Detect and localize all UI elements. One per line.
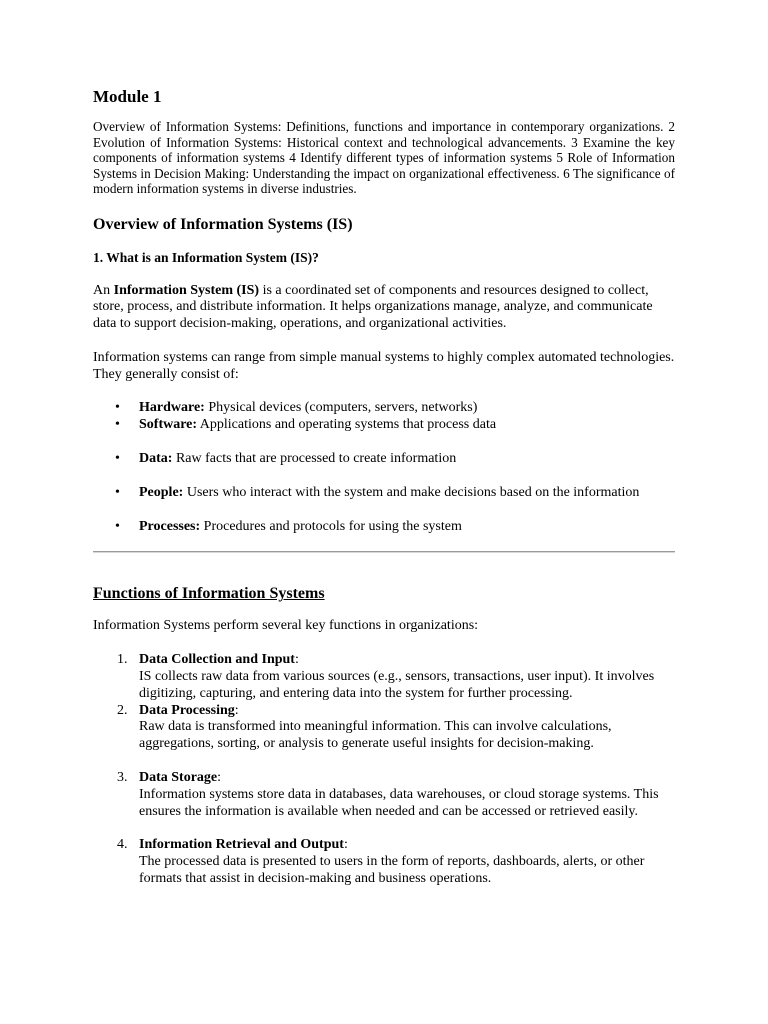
functions-intro: Information Systems perform several key functions in organizations: (93, 618, 479, 634)
function-desc: IS collects raw data from various sources (e.g., sensors, transactions, user input). It involves digitizing, capturing, and entering data into the system for further processing. (139, 669, 655, 701)
component-desc: Physical devices (computers, servers, networks) (204, 400, 478, 416)
bullet-icon: • (115, 484, 120, 500)
bullet-icon: • (115, 518, 120, 534)
component-term: People: (139, 484, 184, 500)
component-term: Software: (139, 417, 198, 433)
definition-rest: is a coordinated set of components and resources designed to collect, store, process, and distribute information. It helps organizations manage, analyze, and communicate data to support decision-making, operations, and organizational activities. (93, 282, 653, 332)
item-number: 2. (117, 702, 128, 718)
function-term: Data Storage (139, 770, 218, 786)
function-colon: : (343, 837, 348, 853)
list-item (93, 652, 675, 702)
horizontal-divider (93, 551, 675, 553)
functions-heading: Functions of Information Systems (93, 585, 325, 603)
what-is-is-heading: 1. What is an Information System (IS)? (93, 249, 319, 265)
function-colon: : (217, 770, 222, 786)
is-range-paragraph: Information systems can range from simple manual systems to highly complex automated technologies. They generally consist of: (93, 349, 675, 382)
list-item (93, 770, 675, 820)
function-colon: : (294, 652, 299, 668)
item-number: 4. (117, 837, 128, 853)
component-desc: Raw facts that are processed to create information (172, 451, 457, 467)
module-title: Module 1 (93, 87, 162, 106)
function-desc: Raw data is transformed into meaningful information. This can involve calculations, aggregations, sorting, or analysis to generate useful insights for decision-making. (139, 719, 612, 752)
functions-list (93, 652, 675, 888)
list-item (93, 519, 675, 536)
function-colon: : (234, 702, 239, 718)
list-item (93, 703, 675, 753)
function-term: Data Collection and Input (139, 652, 295, 668)
item-number: 3. (117, 770, 128, 786)
definition-term: Information System (IS) (113, 282, 260, 298)
component-term: Hardware: (139, 400, 205, 416)
list-item (93, 400, 675, 417)
component-desc: Users who interact with the system and make decisions based on the information (183, 484, 640, 500)
function-desc: The processed data is presented to users in the form of reports, dashboards, alerts, or other formats that assist in decision-making and business operations. (139, 854, 645, 887)
component-term: Data: (139, 451, 173, 467)
components-list (93, 400, 675, 535)
list-item (93, 417, 675, 434)
list-item (93, 451, 675, 468)
list-item (93, 837, 675, 887)
module-intro: Overview of Information Systems: Definitions, functions and importance in contemporary organizations. 2 Evolution of Information Systems: Historical context and technological advancements. 3 Examine the key components of information systems 4 Identify different types of information systems 5 Role of Information Systems in Decision Making: Understanding the impact on organizational effectiveness. 6 The significance of modern information systems in diverse industries. (93, 119, 675, 196)
component-desc: Procedures and protocols for using the system (200, 518, 462, 534)
document-page (93, 86, 675, 888)
function-term: Data Processing (139, 702, 235, 718)
function-desc: Information systems store data in databases, data warehouses, or cloud storage systems. This ensures the information is available when needed and can be accessed or retrieved easily. (139, 786, 659, 819)
list-item (93, 485, 675, 502)
component-desc: Applications and operating systems that process data (197, 417, 497, 433)
bullet-icon: • (115, 400, 120, 416)
component-term: Processes: (139, 518, 201, 534)
function-term: Information Retrieval and Output (139, 837, 344, 853)
is-definition-paragraph (93, 283, 675, 333)
bullet-icon: • (115, 451, 120, 467)
definition-prefix: An (93, 282, 114, 298)
bullet-icon: • (115, 417, 120, 433)
item-number: 1. (117, 652, 128, 668)
overview-heading: Overview of Information Systems (IS) (93, 215, 353, 233)
